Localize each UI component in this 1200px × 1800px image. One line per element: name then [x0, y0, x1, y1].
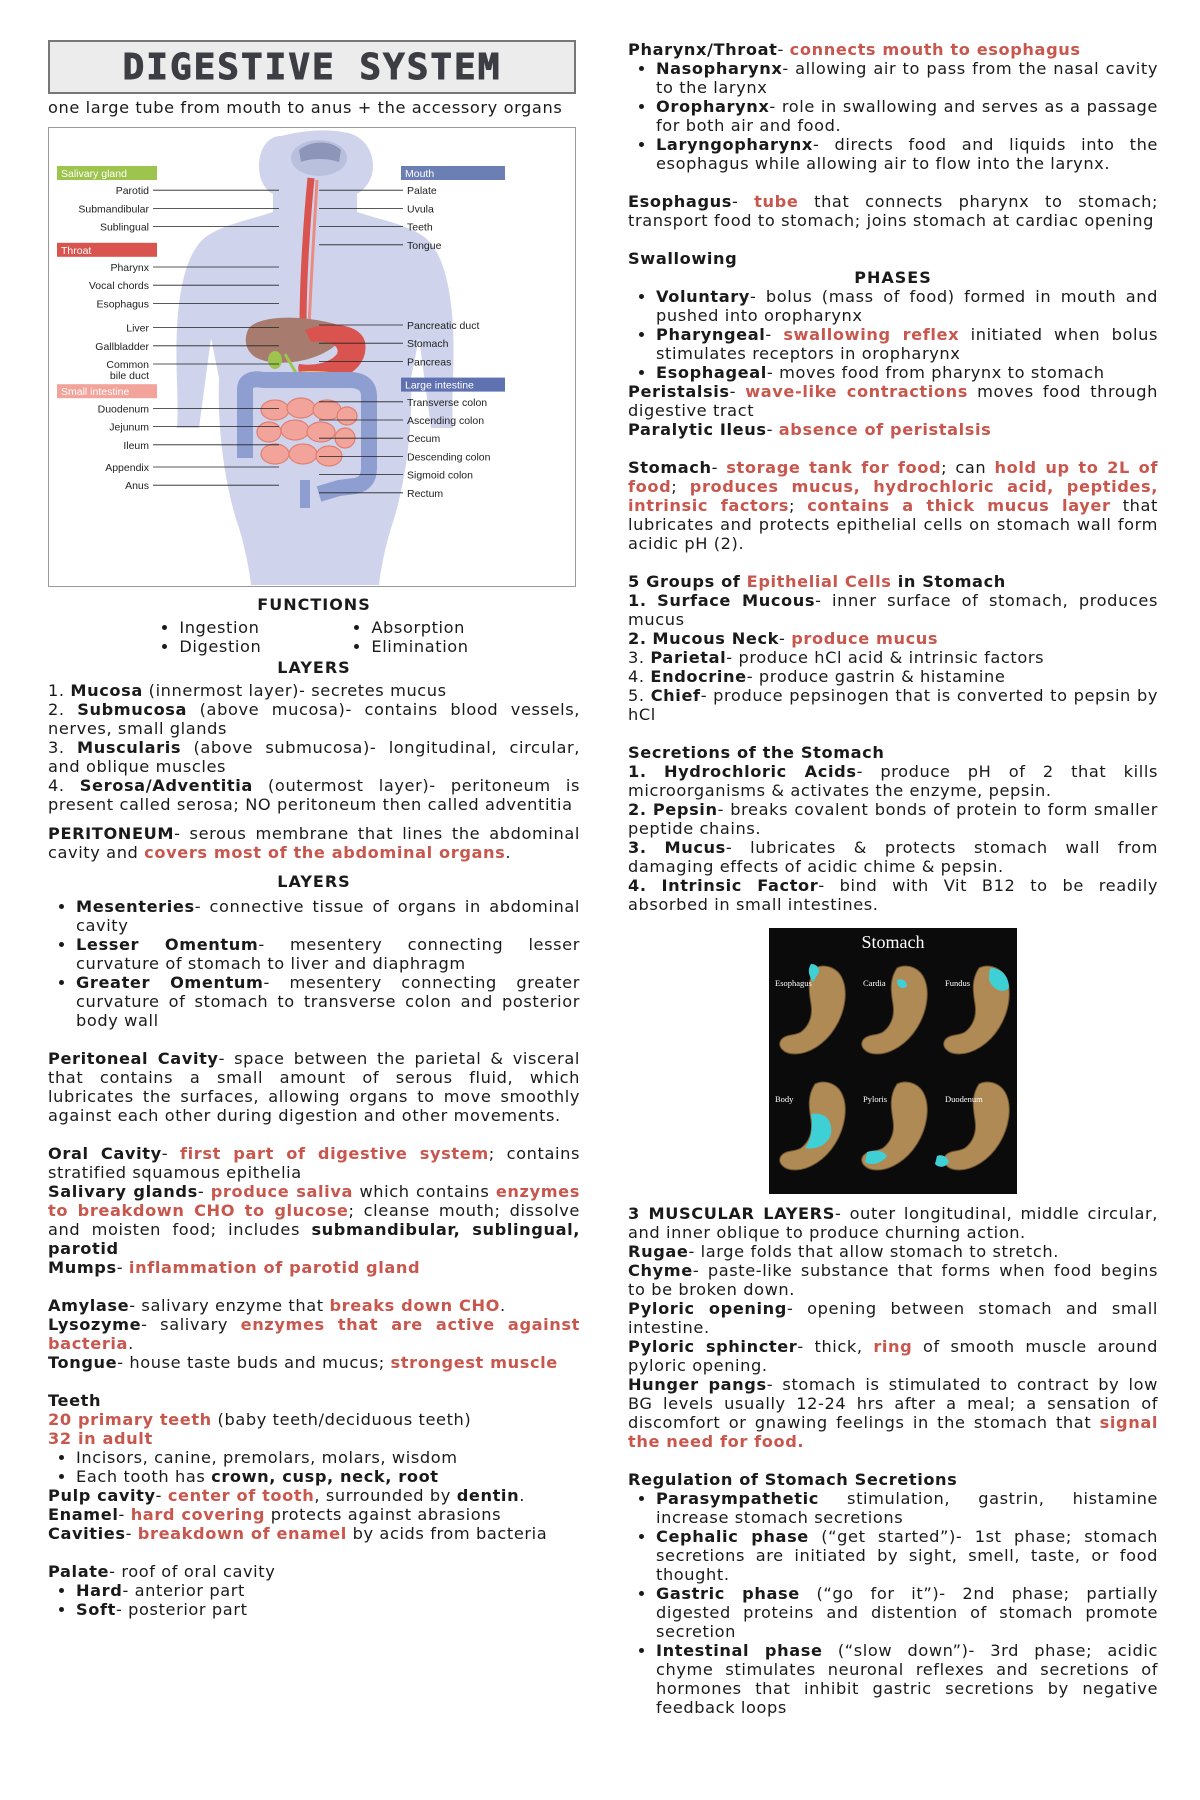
diagram-label: Ileum [123, 439, 149, 452]
left-column [48, 40, 580, 1619]
digestive-diagram-svg [49, 128, 574, 585]
diagram-group-header: Small intestine [61, 386, 130, 399]
stomach-figure-title: Stomach [861, 932, 925, 952]
diagram-label: Gallbladder [95, 340, 149, 353]
stomach-cell-label: Duodenum [945, 1094, 983, 1104]
hunger-text: Hunger pangs- stomach is stimulated to contract by low BG levels usually 12-24 hrs after a meal; a sensation of discomfort or gnawing feelings in the stomach that signal the need for food. [628, 1375, 1158, 1451]
pyloric-sphincter-text: Pyloric sphincter- thick, ring of smooth muscle around pyloric opening. [628, 1337, 1159, 1375]
diagram-label: Common [106, 359, 149, 371]
oral-cavity-text: Oral Cavity- first part of digestive system; contains stratified squamous epithelia [48, 1144, 580, 1182]
pharynx-text: Pharynx/Throat- connects mouth to esophagus [628, 40, 1081, 59]
diagram-label: Rectum [407, 487, 444, 500]
layer-item-4: 4. Serosa/Adventitia (outermost layer)- peritoneum is present called serosa; NO peritoneum then called adventitia [48, 776, 581, 814]
teeth-primary: 20 primary teeth (baby teeth/deciduous teeth) [48, 1410, 472, 1429]
functions-col2 [351, 618, 468, 656]
layer-item-1: 1. Mucosa (innermost layer)- secretes mucus [48, 681, 447, 700]
phase-item: • Esophageal- moves food from pharynx to stomach [656, 363, 1158, 382]
diagram-label: Submandibular [78, 203, 149, 216]
diagram-group-header: Large intestine [405, 379, 474, 392]
chyme-text: Chyme- paste-like substance that forms when food begins to be broken down. [628, 1261, 1158, 1299]
diagram-group-header: Mouth [405, 168, 435, 180]
enamel-text: Enamel- hard covering protects against abrasions [48, 1505, 502, 1524]
peristalsis-text: Peristalsis- wave-like contractions moves food through digestive tract [628, 382, 1158, 420]
rugae-text: Rugae- large folds that allow stomach to stretch. [628, 1242, 1059, 1261]
palate-item: • Hard- anterior part [76, 1581, 580, 1600]
layers2-list [48, 897, 580, 1030]
secretions-heading: Secretions of the Stomach [628, 743, 885, 762]
diagram-label: Teeth [407, 221, 433, 234]
diagram-label: Vocal chords [88, 280, 149, 293]
regulation-item: • Intestinal phase (“slow down”)- 3rd phase; acidic chyme stimulates neuronal reflexes and secretions of hormones that inhibit gastric secretions by negative feedback loops [656, 1641, 1158, 1717]
pharynx-list [628, 59, 1158, 173]
phases-heading: PHASES [854, 268, 932, 287]
teeth-item: • Each tooth has crown, cusp, neck, root [76, 1467, 580, 1486]
peritoneal-cavity-text: Peritoneal Cavity- space between the parietal & visceral that contains a small amount of serous fluid, which lubricates the surfaces, allowing organs to move smoothly against each other during digestion and other movements. [48, 1049, 580, 1125]
teeth-adult: 32 in adult [48, 1429, 153, 1448]
pharynx-item: • Oropharynx- role in swallowing and serves as a passage for both air and food. [656, 97, 1158, 135]
esophagus-text: Esophagus- tube that connects pharynx to stomach; transport food to stomach; joins stomach at cardiac opening [628, 192, 1159, 230]
stomach-cell-label: Esophagus [775, 978, 812, 988]
stomach-cell-label: Fundus [945, 978, 971, 988]
palate-item: • Soft- posterior part [76, 1600, 580, 1619]
pharynx-item: • Nasopharynx- allowing air to pass from the nasal cavity to the larynx [656, 59, 1158, 97]
diagram-label: Transverse colon [407, 396, 488, 409]
pyloric-opening-text: Pyloric opening- opening between stomach and small intestine. [628, 1299, 1158, 1337]
diagram-label: Jejunum [109, 421, 149, 434]
diagram-label: Palate [407, 185, 437, 198]
regulation-item: • Cephalic phase (“get started”)- 1st phase; stomach secretions are initiated by sight, smell, taste, or food thought. [656, 1527, 1158, 1584]
page-title: DIGESTIVE SYSTEM [122, 46, 502, 88]
diagram-label: Appendix [105, 462, 149, 474]
group-item-4: 4. Endocrine- produce gastrin & histamine [628, 667, 1006, 686]
secretion-item-2: 2. Pepsin- breaks covalent bonds of protein to form smaller peptide chains. [628, 800, 1158, 838]
diagram-label: Sublingual [99, 221, 149, 234]
layer-item-3: 3. Muscularis (above submucosa)- longitudinal, circular, and oblique muscles [48, 738, 580, 776]
secretion-item-3: 3. Mucus- lubricates & protects stomach wall from damaging effects of acidic chime & pepsin. [628, 838, 1158, 876]
diagram-group-header: Salivary gland [61, 168, 127, 180]
amylase-text: Amylase- salivary enzyme that breaks down CHO. [48, 1296, 506, 1315]
cavities-text: Cavities- breakdown of enamel by acids from bacteria [48, 1524, 548, 1543]
stomach-text: Stomach- storage tank for food; can hold up to 2L of food; produces mucus, hydrochloric acid, peptides, intrinsic factors; contains a thick mucus layer that lubricates and protects epithelial cells on stomach wall form acidic pH (2). [628, 458, 1158, 553]
diagram-label: Liver [126, 322, 149, 335]
teeth-list [48, 1448, 580, 1486]
pulp-text: Pulp cavity- center of tooth, surrounded by dentin. [48, 1486, 525, 1505]
diagram-label: Sigmoid colon [407, 469, 473, 482]
regulation-item: • Gastric phase (“go for it”)- 2nd phase; partially digested proteins and distention of stomach promote secretion [656, 1584, 1158, 1641]
groups-heading: 5 Groups of Epithelial Cells in Stomach [628, 572, 1006, 591]
diagram-label: Esophagus [96, 298, 149, 311]
stomach-cell-label: Cardia [863, 978, 886, 988]
diagram-group-header: Throat [61, 244, 92, 257]
salivary-text: Salivary glands- produce saliva which contains enzymes to breakdown CHO to glucose; cleanse mouth; dissolve and moisten food; includes submandibular, sublingual, parotid [48, 1182, 581, 1258]
subtitle: one large tube from mouth to anus + the accessory organs [48, 98, 563, 117]
diagram-label: Parotid [115, 185, 149, 198]
peritoneum-text: PERITONEUM- serous membrane that lines the abdominal cavity and covers most of the abdominal organs. [48, 824, 580, 862]
functions-heading: FUNCTIONS [257, 595, 371, 614]
diagram-label: Stomach [407, 338, 449, 351]
secretion-item-1: 1. Hydrochloric Acids- produce pH of 2 that kills microorganisms & activates the enzyme, pepsin. [628, 762, 1158, 800]
functions-list [48, 618, 580, 656]
diagram-label: Descending colon [407, 451, 491, 464]
layers-heading: LAYERS [277, 658, 351, 677]
diagram-label: Cecum [407, 433, 441, 446]
title-box [48, 40, 576, 94]
layer-item-2: 2. Submucosa (above mucosa)- contains blood vessels, nerves, small glands [48, 700, 581, 738]
function-item: • Elimination [371, 637, 468, 656]
group-item-5: 5. Chief- produce pepsinogen that is converted to pepsin by hCl [628, 686, 1159, 724]
regulation-item: • Parasympathetic stimulation, gastrin, histamine increase stomach secretions [656, 1489, 1158, 1527]
secretion-item-4: 4. Intrinsic Factor- bind with Vit B12 to be readily absorbed in small intestines. [628, 876, 1158, 914]
diagram-label: Pancreas [407, 356, 452, 369]
phase-item: • Pharyngeal- swallowing reflex initiated when bolus stimulates receptors in oropharynx [656, 325, 1158, 363]
function-item: • Ingestion [179, 618, 261, 637]
function-item: • Digestion [179, 637, 261, 656]
diagram-label: Uvula [407, 203, 434, 216]
diagram-label: Pharynx [110, 262, 149, 274]
palate-text: Palate- roof of oral cavity [48, 1562, 276, 1581]
mumps-text: Mumps- inflammation of parotid gland [48, 1258, 421, 1277]
functions-col1 [159, 618, 261, 656]
function-item: • Absorption [371, 618, 468, 637]
diagram-label: Duodenum [97, 403, 149, 416]
lysozyme-text: Lysozyme- salivary enzymes that are active against bacteria. [48, 1315, 580, 1353]
diagram-label: Anus [125, 480, 149, 493]
swallowing-heading: Swallowing [628, 249, 738, 268]
layers2-item: • Mesenteries- connective tissue of organs in abdominal cavity [76, 897, 580, 935]
diagram-label: Tongue [407, 239, 442, 252]
teeth-heading: Teeth [48, 1391, 102, 1410]
palate-list [48, 1581, 580, 1619]
phase-item: • Voluntary- bolus (mass of food) formed in mouth and pushed into oropharynx [656, 287, 1158, 325]
diagram-label: bile duct [109, 370, 149, 382]
stomach-cell-label: Pyloris [863, 1094, 888, 1104]
layers2-item: • Lesser Omentum- mesentery connecting lesser curvature of stomach to liver and diaphragm [76, 935, 580, 973]
stomach-figure [769, 928, 1017, 1194]
teeth-item: • Incisors, canine, premolars, molars, wisdom [76, 1448, 580, 1467]
tongue-text: Tongue- house taste buds and mucus; strongest muscle [48, 1353, 558, 1372]
muscular-text: 3 MUSCULAR LAYERS- outer longitudinal, middle circular, and inner oblique to produce churning action. [628, 1204, 1158, 1242]
digestive-diagram [48, 127, 576, 587]
right-column [628, 40, 1158, 1717]
phases-list [628, 287, 1158, 382]
pharynx-item: • Laryngopharynx- directs food and liquids into the esophagus while allowing air to flow into the larynx. [656, 135, 1158, 173]
layers2-heading: LAYERS [277, 872, 351, 891]
diagram-label: Ascending colon [407, 415, 485, 427]
regulation-list [628, 1489, 1158, 1717]
group-item-1: 1. Surface Mucous- inner surface of stomach, produces mucus [628, 591, 1159, 629]
stomach-cell-label: Body [775, 1094, 794, 1104]
layers2-item: • Greater Omentum- mesentery connecting greater curvature of stomach to transverse colon and posterior body wall [76, 973, 580, 1030]
ileus-text: Paralytic Ileus- absence of peristalsis [628, 420, 992, 439]
regulation-heading: Regulation of Stomach Secretions [628, 1470, 958, 1489]
group-item-2: 2. Mucous Neck- produce mucus [628, 629, 939, 648]
diagram-label: Pancreatic duct [407, 320, 480, 332]
group-item-3: 3. Parietal- produce hCl acid & intrinsic factors [628, 648, 1045, 667]
